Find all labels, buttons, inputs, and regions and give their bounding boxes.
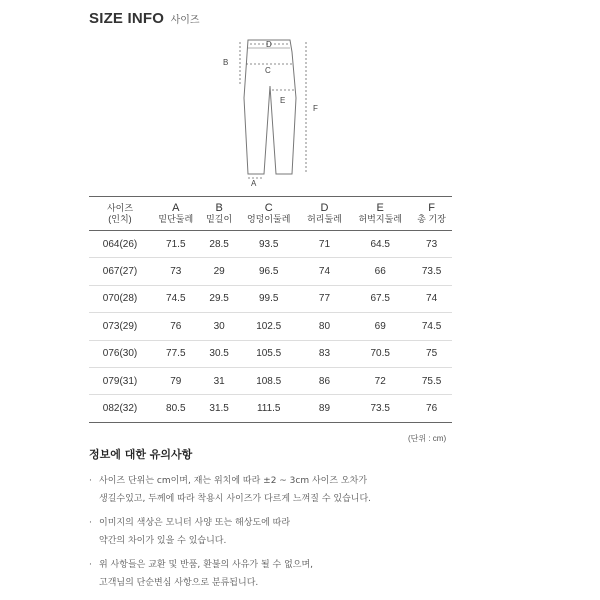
- cell: 73.5: [349, 395, 411, 422]
- pants-diagram: [210, 38, 340, 190]
- notice-list: [89, 472, 459, 598]
- cell: 69: [349, 313, 411, 340]
- cell: 75.5: [411, 367, 452, 394]
- label-b: B: [223, 58, 229, 67]
- cell: 70.5: [349, 340, 411, 367]
- header-col-b: B 밑길이: [206, 202, 233, 224]
- cell: 79: [151, 367, 201, 394]
- label-f: F: [313, 104, 318, 113]
- cell: 28.5: [201, 231, 238, 258]
- cell: 102.5: [238, 313, 300, 340]
- size-info-subtitle: 사이즈: [170, 15, 200, 26]
- cell: 29.5: [201, 285, 238, 312]
- table-row: [89, 258, 452, 285]
- label-a: A: [251, 179, 257, 188]
- header-inch-label: (인치): [108, 214, 132, 224]
- notice-line: 이미지의 색상은 모니터 사양 또는 해상도에 따라: [99, 518, 291, 528]
- notice-line: 생길수있고, 두께에 따라 착용시 사이즈가 다르게 느껴질 수 있습니다.: [99, 494, 372, 504]
- cell: 079(31): [89, 367, 151, 394]
- table-row: [89, 313, 452, 340]
- header-col-c: C 엉덩이둘레: [246, 202, 291, 224]
- list-item: [89, 556, 459, 592]
- bullet-icon: ·: [89, 518, 92, 528]
- cell: 73: [411, 231, 452, 258]
- page-title: [89, 10, 200, 28]
- cell: 67.5: [349, 285, 411, 312]
- cell: 108.5: [238, 367, 300, 394]
- cell: 73.5: [411, 258, 452, 285]
- cell: 83: [300, 340, 350, 367]
- cell: 76: [411, 395, 452, 422]
- table-row: [89, 231, 452, 258]
- cell: 064(26): [89, 231, 151, 258]
- size-table: [89, 196, 452, 423]
- header-col-d: D 허리둘레: [307, 202, 342, 224]
- cell: 105.5: [238, 340, 300, 367]
- notice-line: 위 사항들은 교환 및 반품, 환불의 사유가 될 수 없으며,: [99, 560, 314, 570]
- cell: 80: [300, 313, 350, 340]
- list-item: [89, 472, 459, 508]
- table-row: [89, 367, 452, 394]
- bullet-icon: ·: [89, 476, 92, 486]
- cell: 71.5: [151, 231, 201, 258]
- cell: 89: [300, 395, 350, 422]
- cell: 64.5: [349, 231, 411, 258]
- header-col-a: A 밑단둘레: [158, 202, 194, 224]
- header-size: [89, 197, 151, 231]
- notice-line: 약간의 차이가 있을 수 있습니다.: [99, 536, 227, 546]
- notice-line: 고객님의 단순변심 사항으로 분류됩니다.: [99, 578, 259, 588]
- cell: 74.5: [411, 313, 452, 340]
- cell: 31: [201, 367, 238, 394]
- cell: 082(32): [89, 395, 151, 422]
- cell: 93.5: [238, 231, 300, 258]
- cell: 111.5: [238, 395, 300, 422]
- cell: 30: [201, 313, 238, 340]
- header-col-e: E 허벅지둘레: [358, 202, 402, 224]
- cell: 77.5: [151, 340, 201, 367]
- cell: 74: [300, 258, 350, 285]
- cell: 30.5: [201, 340, 238, 367]
- label-c: C: [265, 66, 271, 75]
- header-col-f: F 총 기장: [417, 202, 446, 224]
- cell: 076(30): [89, 340, 151, 367]
- cell: 77: [300, 285, 350, 312]
- label-e: E: [280, 96, 286, 105]
- table-row: [89, 395, 452, 422]
- cell: 74.5: [151, 285, 201, 312]
- cell: 067(27): [89, 258, 151, 285]
- cell: 76: [151, 313, 201, 340]
- table-header-row: [89, 197, 452, 231]
- cell: 29: [201, 258, 238, 285]
- notice-line: 사이즈 단위는 cm이며, 재는 위치에 따라 ±2 ~ 3cm 사이즈 오차가: [99, 476, 368, 486]
- cell: 66: [349, 258, 411, 285]
- cell: 31.5: [201, 395, 238, 422]
- size-info-title: SIZE INFO: [89, 10, 165, 27]
- cell: 72: [349, 367, 411, 394]
- cell: 86: [300, 367, 350, 394]
- label-d: D: [266, 40, 272, 49]
- cell: 96.5: [238, 258, 300, 285]
- cell: 99.5: [238, 285, 300, 312]
- bullet-icon: ·: [89, 560, 92, 570]
- notice-title: 정보에 대한 유의사항: [89, 448, 193, 461]
- cell: 73: [151, 258, 201, 285]
- cell: 80.5: [151, 395, 201, 422]
- cell: 75: [411, 340, 452, 367]
- table-row: [89, 285, 452, 312]
- list-item: [89, 514, 459, 550]
- pants-illustration: [210, 38, 340, 190]
- unit-label: (단위 : cm): [408, 434, 447, 443]
- cell: 073(29): [89, 313, 151, 340]
- table-row: [89, 340, 452, 367]
- cell: 070(28): [89, 285, 151, 312]
- cell: 71: [300, 231, 350, 258]
- header-size-label: 사이즈: [106, 203, 134, 213]
- cell: 74: [411, 285, 452, 312]
